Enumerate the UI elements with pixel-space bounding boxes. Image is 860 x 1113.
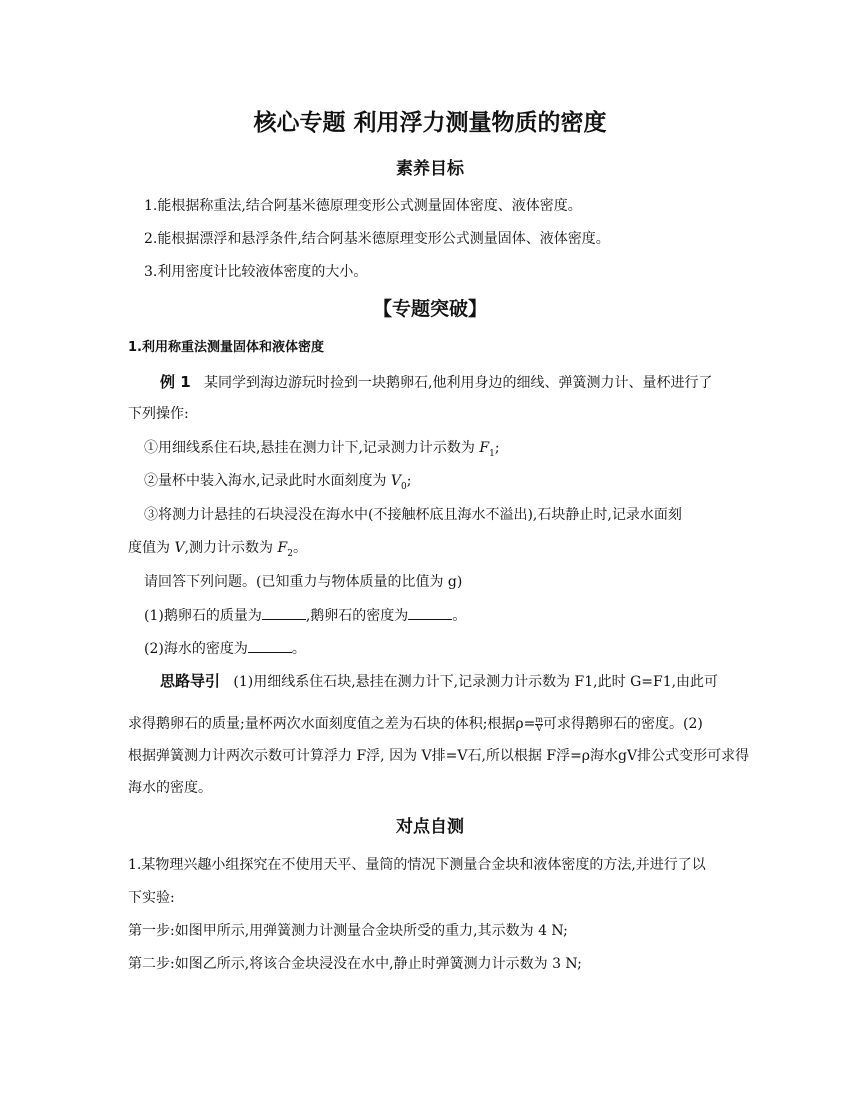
example-line (160, 372, 766, 393)
fraction-numerator: m (535, 714, 543, 724)
example-text: 某同学到海边游玩时捡到一块鹅卵石,他利用身边的细线、弹簧测力计、量杯进行了 (204, 375, 713, 391)
practice-line: 第二步:如图乙所示,将该合金块浸没在水中,静止时弹簧测力计示数为 3 N; (128, 956, 582, 972)
step-text: ②量杯中装入海水,记录此时水面刻度为 (144, 473, 391, 489)
goal-item: 1.能根据称重法,结合阿基米德原理变形公式测量固体密度、液体密度。 (144, 198, 582, 214)
topic-heading: 1.利用称重法测量固体和液体密度 (128, 340, 324, 355)
practice-line: 第一步:如图甲所示,用弹簧测力计测量合金块所受的重力,其示数为 4 N; (128, 923, 568, 939)
goal-item: 3.利用密度计比较液体密度的大小。 (144, 264, 368, 280)
fraction-denominator: V (536, 723, 543, 733)
goals-heading: 素养目标 (396, 159, 464, 179)
example-line: 下列操作: (128, 406, 189, 422)
var-sub: 0 (401, 481, 407, 492)
var-sub: 2 (287, 548, 293, 559)
guide-line: 根据弹簧测力计两次示数可计算浮力 F浮, 因为 V排=V石,所以根据 F浮=ρ海水gV排公式变形可求得 (128, 748, 750, 764)
practice-heading: 对点自测 (396, 817, 464, 837)
density-fraction (535, 716, 543, 733)
answer-blank[interactable] (262, 605, 306, 620)
var-f: F (277, 540, 288, 556)
practice-line: 1.某物理兴趣小组探究在不使用天平、量筒的情况下测量合金块和液体密度的方法,并进行了以 (128, 857, 706, 873)
question-item: (2)海水的密度为 。 (144, 638, 750, 659)
step-item: ①用细线系住石块,悬挂在测力计下,记录测力计示数为 $F_1$; (144, 440, 500, 459)
section-title: 【专题突破】 (372, 298, 487, 320)
var-sub: 1 (489, 448, 495, 459)
question-text: ,鹅卵石的密度为 (305, 608, 409, 624)
question-item: (1)鹅卵石的质量为 ,鹅卵石的密度为 。 (144, 605, 750, 626)
page-title: 核心专题 利用浮力测量物质的密度 (253, 110, 607, 136)
guide-line: 海水的密度。 (128, 780, 212, 796)
answer-blank[interactable] (408, 605, 452, 620)
step-text: ,测力计示数为 (184, 540, 278, 556)
step-text: 度值为 (128, 540, 175, 556)
question-text: (2)海水的密度为 (144, 641, 248, 657)
step-item: ②量杯中装入海水,记录此时水面刻度为 $V_0$; (144, 473, 412, 492)
question-intro: 请回答下列问题。(已知重力与物体质量的比值为 g) (144, 574, 463, 590)
step-item: 度值为 V,测力计示数为 $F_2$。 (128, 540, 307, 559)
var-v: V (174, 540, 185, 556)
guide-line (128, 714, 734, 734)
step-text: ①用细线系住石块,悬挂在测力计下,记录测力计示数为 (144, 440, 480, 456)
question-text: (1)鹅卵石的质量为 (144, 608, 262, 624)
guide-label: 思路导引 (160, 672, 221, 690)
practice-line: 下实验: (128, 890, 175, 906)
example-label: 例 1 (160, 373, 191, 391)
var-v: V (390, 473, 402, 489)
answer-blank[interactable] (248, 638, 292, 653)
guide-text: 可求得鹅卵石的密度。(2) (543, 716, 703, 732)
guide-line (160, 671, 766, 692)
step-item: ③将测力计悬挂的石块浸没在海水中(不接触杯底且海水不溢出),石块静止时,记录水面刻 (144, 507, 682, 523)
goal-item: 2.能根据漂浮和悬浮条件,结合阿基米德原理变形公式测量固体、液体密度。 (144, 231, 610, 247)
var-f: F (479, 440, 490, 456)
guide-text: (1)用细线系住石块,悬挂在测力计下,记录测力计示数为 F1,此时 G=F1,由此可 (233, 674, 719, 690)
guide-text: 求得鹅卵石的质量;量杯两次水面刻度值之差为石块的体积;根据ρ= (128, 716, 536, 732)
